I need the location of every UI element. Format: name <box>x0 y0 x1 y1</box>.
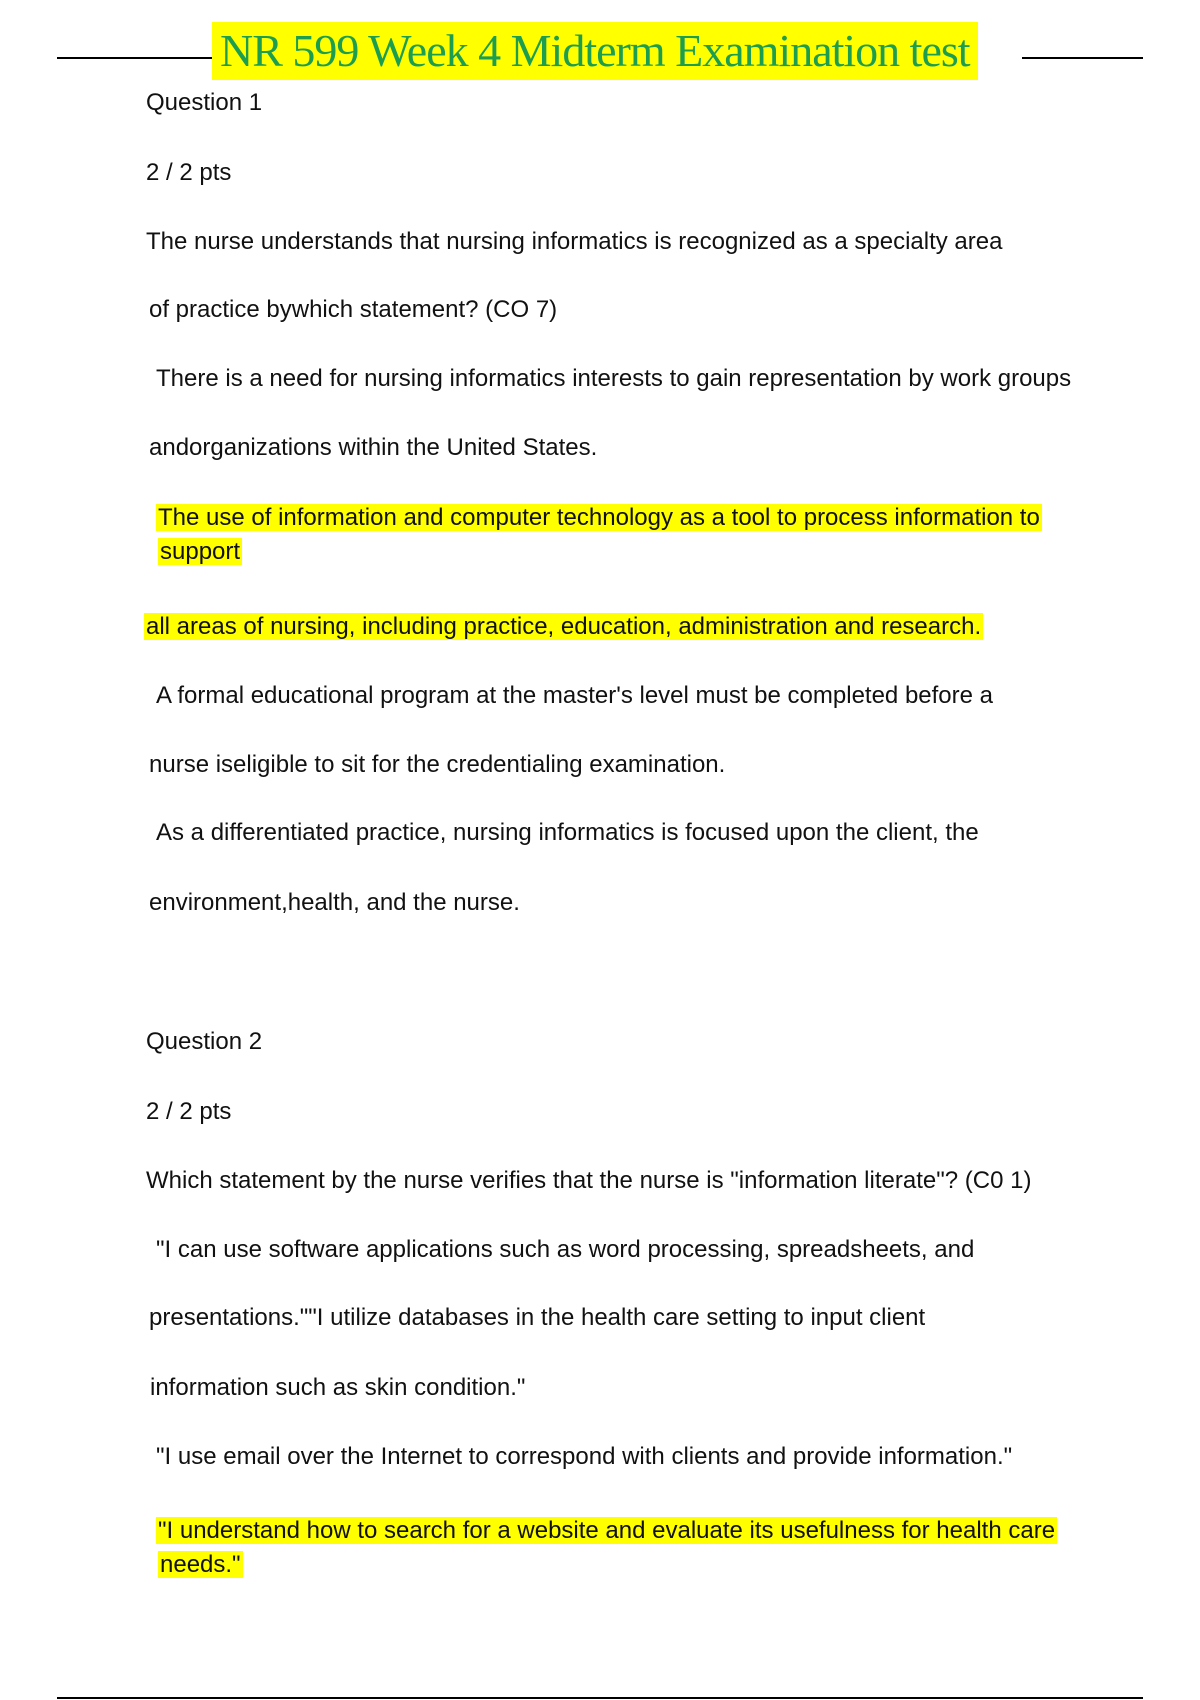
question-1-prompt-line-1: The nurse understands that nursing informatics is recognized as a specialty area <box>146 228 1003 255</box>
question-2-option-1-line-2: presentations.""I utilize databases in the health care setting to input client <box>149 1304 926 1331</box>
answer-highlight: The use of information and computer technology as a tool to process information to <box>158 504 1040 531</box>
answer-highlight: "I understand how to search for a website and evaluate its usefulness for health care <box>158 1517 1056 1544</box>
footer-rule <box>57 1697 1143 1699</box>
question-1-option-2-line-1 <box>156 502 1042 534</box>
title-rule-right <box>1022 57 1143 59</box>
answer-highlight: all areas of nursing, including practice, education, administration and research. <box>146 613 982 640</box>
question-2-option-1-line-1: "I can use software applications such as word processing, spreadsheets, and <box>156 1236 975 1263</box>
question-2-prompt-line-1: Which statement by the nurse verifies that the nurse is "information literate"? (C0 1) <box>146 1167 1032 1194</box>
answer-highlight: support <box>160 538 241 565</box>
question-2-option-3-line-1 <box>156 1515 1057 1547</box>
question-1-option-1-line-1: There is a need for nursing informatics interests to gain representation by work groups <box>156 365 1072 392</box>
question-1-option-2-line-2 <box>158 536 242 568</box>
question-1-prompt-line-2: of practice bywhich statement? (CO 7) <box>149 296 558 323</box>
title-rule-left <box>57 57 212 59</box>
question-1-option-3-line-2: nurse iseligible to sit for the credentialing examination. <box>149 751 726 778</box>
question-1-option-4-line-2: environment,health, and the nurse. <box>149 889 520 916</box>
question-1-points: 2 / 2 pts <box>146 159 232 186</box>
question-2-option-1-line-3: information such as skin condition." <box>150 1374 526 1401</box>
question-2-heading: Question 2 <box>146 1028 263 1055</box>
question-2-points: 2 / 2 pts <box>146 1098 232 1125</box>
question-1-option-4-line-1: As a differentiated practice, nursing informatics is focused upon the client, the <box>156 819 979 846</box>
question-2-option-2-line-1: "I use email over the Internet to correspond with clients and provide information." <box>156 1443 1013 1470</box>
question-1-option-3-line-1: A formal educational program at the master's level must be completed before a <box>156 682 994 709</box>
question-1-option-1-line-2: andorganizations within the United States. <box>149 434 598 461</box>
question-1-option-2-line-3 <box>144 611 983 643</box>
answer-highlight: needs." <box>160 1551 241 1578</box>
page-title: NR 599 Week 4 Midterm Examination test <box>212 22 978 80</box>
question-1-heading: Question 1 <box>146 89 263 116</box>
question-2-option-3-line-2 <box>158 1549 243 1581</box>
